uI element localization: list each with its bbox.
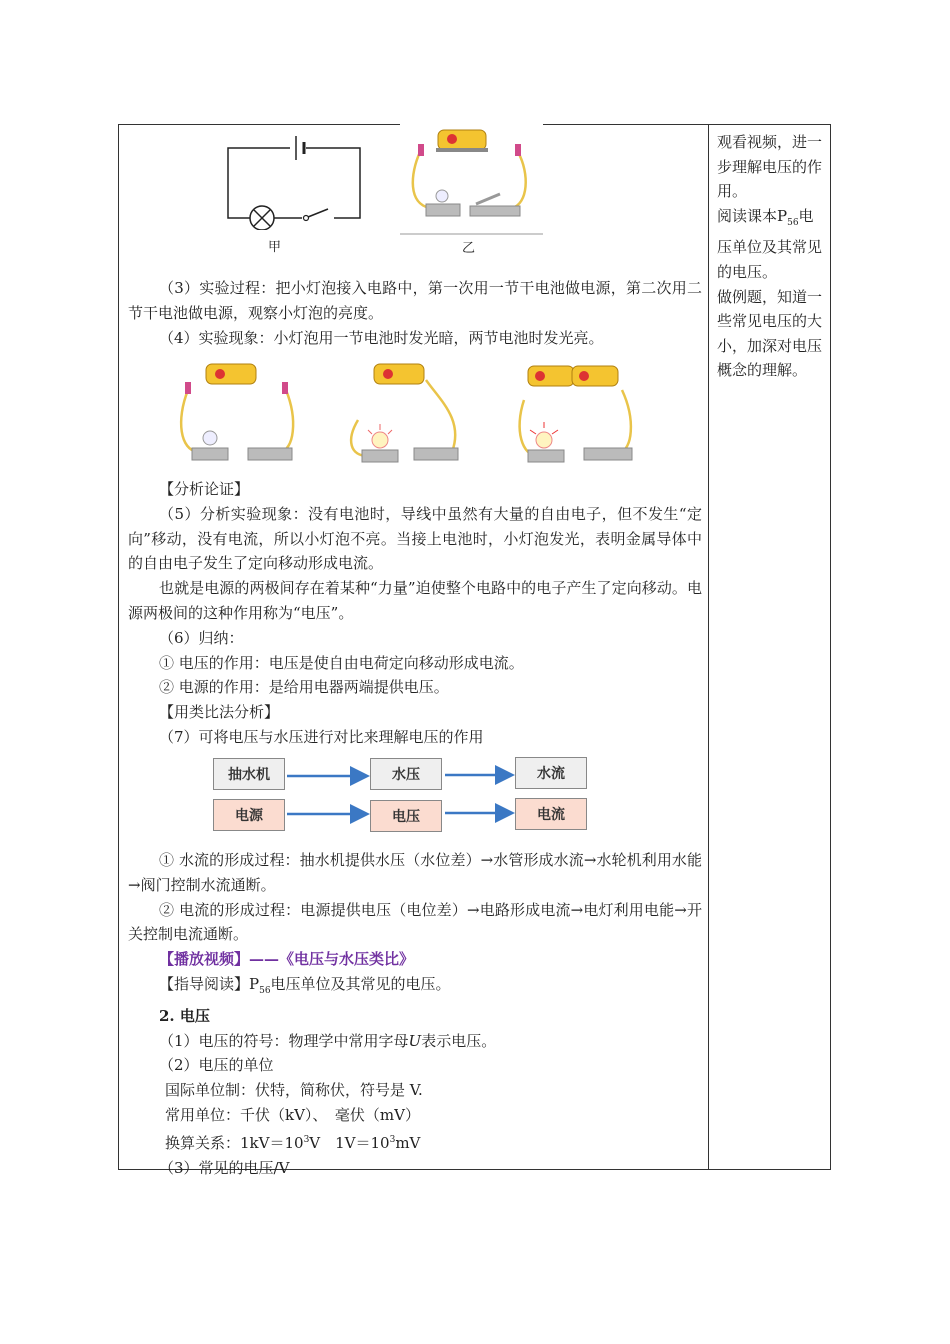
analysis-text: [128, 477, 702, 750]
experiment-photo-two-batteries: [512, 360, 644, 466]
flow-box-water-pressure: 水压: [370, 758, 442, 790]
side-note-reading: 阅读课本$P_{56}$电压单位及其常见的电压。: [717, 206, 823, 281]
side-note-video: 观看视频，进一步理解电压的作用。: [717, 133, 823, 201]
video-link[interactable]: 【播放视频】——《电压与水压类比》: [159, 950, 415, 969]
flow-box-pump: 抽水机: [213, 758, 285, 790]
experiment-text: [128, 276, 702, 350]
unit-conversion: 换算关系：$1kV=10^3V$ $1V=10^3mV$: [165, 1133, 421, 1152]
flow-box-current: 电流: [515, 798, 587, 830]
analogy-heading: 【用类比法分析】: [159, 703, 280, 722]
step-3: （3）实验过程：把小灯泡接入电路中，第一次用一节干电池做电源，第二次用二节干电池做电源，观察小灯泡的亮度。: [128, 279, 702, 322]
voltage-unit-heading: （2）电压的单位: [159, 1056, 274, 1075]
step-5-cont: 也就是电源的两极间存在着某种“力量”迫使整个电路中的电子产生了定向移动。电源两极间的这种作用称为“电压”。: [128, 579, 702, 622]
figure-label-b: 乙: [462, 241, 476, 256]
voltage-symbol: （1）电压的符号：物理学中常用字母U表示电压。: [159, 1031, 497, 1050]
experiment-photo-one-battery: [340, 360, 472, 466]
section-heading-voltage: 2. 电压: [159, 1006, 210, 1025]
step-6b: ② 电源的作用：是给用电器两端提供电压。: [159, 678, 449, 697]
step-6: （6）归纳：: [159, 628, 244, 647]
step-4: （4）实验现象：小灯泡用一节电池时发光暗，两节电池时发光亮。: [159, 328, 604, 347]
common-units: 常用单位：千伏（kV）、 毫伏（mV）: [165, 1105, 420, 1124]
current-process: ② 电流的形成过程：电源提供电压（电位差）→电路形成电流→电灯利用电能→开关控制电流通断。: [128, 900, 702, 944]
step-5: （5）分析实验现象：没有电池时，导线中虽然有大量的自由电子，但不发生“定向”移动，没有电流，所以小灯泡不亮。当接上电池时，小灯泡发光，表明金属导体中的自由电子发生了定向移动形成电流。: [128, 504, 702, 573]
formation-text: [128, 848, 702, 1180]
common-voltages: （3）常见的电压/V: [159, 1158, 290, 1177]
flow-box-voltage: 电压: [370, 800, 442, 832]
step-6a: ① 电压的作用：电压是使自由电荷定向移动形成电流。: [159, 653, 524, 672]
side-notes: [717, 130, 827, 383]
flow-box-water-flow: 水流: [515, 757, 587, 789]
step-7: （7）可将电压与水压进行对比来理解电压的作用: [159, 727, 484, 746]
analysis-heading: 【分析论证】: [159, 480, 250, 498]
side-note-example: 做例题，知道一些常见电压的大小，加深对电压概念的理解。: [717, 287, 823, 380]
experiment-photo-none: [170, 360, 302, 466]
si-unit: 国际单位制：伏特，简称伏，符号是 V.: [165, 1081, 423, 1100]
column-divider: [708, 124, 709, 1170]
circuit-diagram-a: [220, 130, 370, 230]
figure-label-a: 甲: [268, 240, 282, 255]
guide-reading: 【指导阅读】$P_{56}$电压单位及其常见的电压。: [159, 974, 451, 996]
circuit-photo-b: [400, 124, 545, 236]
water-flow-process: ① 水流的形成过程：抽水机提供水压（水位差）→水管形成水流→水轮机利用水能→阀门控制水流通断。: [128, 851, 702, 894]
flow-arrows: [285, 764, 517, 824]
flow-box-power-source: 电源: [213, 799, 285, 831]
